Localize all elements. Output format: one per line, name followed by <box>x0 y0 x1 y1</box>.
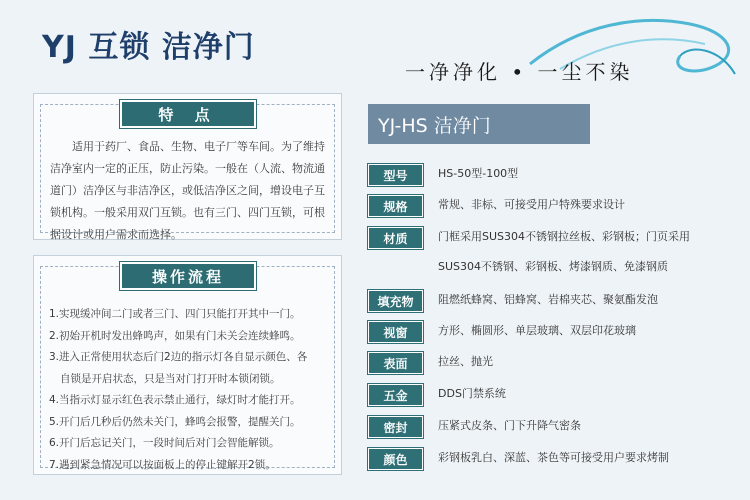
flow-step-text: 3.进入正常使用状态后门2边的指示灯各自显示颜色、各 <box>49 351 308 363</box>
flow-step-text: 6.开门后忘记关门，一段时间后对门会智能解锁。 <box>49 437 280 449</box>
spec-label: 视窗 <box>368 321 423 343</box>
flow-step-2 <box>49 326 331 348</box>
spec-value: DDS门禁系统 <box>438 387 506 400</box>
spec-value: HS-50型-100型 <box>438 167 519 180</box>
spec-value <box>438 227 748 273</box>
flow-step-text: 4.当指示灯显示红色表示禁止通行，绿灯时才能打开。 <box>49 394 301 406</box>
spec-label: 表面 <box>368 352 423 374</box>
spec-value: 阻燃纸蜂窝、铝蜂窝、岩棉夹芯、聚氨酯发泡 <box>438 293 658 306</box>
flow-step-3 <box>49 347 331 390</box>
slogan: 一净净化 • 一尘不染 <box>405 60 634 84</box>
spec-value: 方形、椭圆形、单层玻璃、双层印花玻璃 <box>438 324 636 337</box>
spec-label: 填充物 <box>368 290 423 312</box>
flow-step-7 <box>49 455 331 477</box>
flow-panel <box>33 255 342 475</box>
flow-step-5 <box>49 412 331 434</box>
spec-value-line2: SUS304不锈钢、彩钢板、烤漆钢质、免漆钢质 <box>438 260 669 273</box>
flow-step-1 <box>49 304 331 326</box>
flow-step-6 <box>49 433 331 455</box>
flow-step-text: 7.遇到紧急情况可以按面板上的停止键解开2锁。 <box>49 458 276 471</box>
features-text: 适用于药厂、食品、生物、电子厂等车间。为了维持洁净室内一定的正压，防止污染。一般在（人流、物流通道门）洁净区与非洁净区，或低洁净区之间，增设电子互锁机构。一般采用双门互锁。也有三门、四门互锁，可根据设计或用户需求而选择。 <box>50 140 325 241</box>
spec-label: 材质 <box>368 227 423 249</box>
features-panel <box>33 93 342 240</box>
spec-label: 密封 <box>368 416 423 438</box>
flow-step-text: 1.实现缓冲间二门或者三门、四门只能打开其中一门。 <box>49 308 301 320</box>
spec-label: 五金 <box>368 384 423 406</box>
spec-label: 颜色 <box>368 448 423 470</box>
flow-step-4 <box>49 390 331 412</box>
spec-label: 规格 <box>368 195 423 217</box>
spec-value: 常规、非标、可接受用户特殊要求设计 <box>438 198 625 211</box>
spec-value: 拉丝、抛光 <box>438 355 493 368</box>
model-header: YJ-HS 洁净门 <box>368 104 590 144</box>
flow-step-text-cont: 自锁是开启状态，只是当对门打开时本锁闭锁。 <box>60 372 281 385</box>
flow-step-text: 2.初始开机时发出蜂鸣声，如果有门未关会连续蜂鸣。 <box>49 329 301 342</box>
flow-title: 操作流程 <box>120 262 256 290</box>
page-title: YJ 互锁 洁净门 <box>42 30 255 65</box>
spec-value-line1: 门框采用SUS304不锈钢拉丝板、彩钢板；门页采用 <box>438 230 691 243</box>
spec-value: 压紧式皮条、门下升降气密条 <box>438 419 581 432</box>
flow-list <box>49 304 331 476</box>
flow-step-text: 5.开门后几秒后仍然未关门，蜂鸣会报警，提醒关门。 <box>49 415 301 428</box>
spec-value: 彩钢板乳白、深蓝、茶色等可接受用户要求烤制 <box>438 451 669 464</box>
features-title: 特 点 <box>120 100 256 128</box>
spec-label: 型号 <box>368 164 423 186</box>
